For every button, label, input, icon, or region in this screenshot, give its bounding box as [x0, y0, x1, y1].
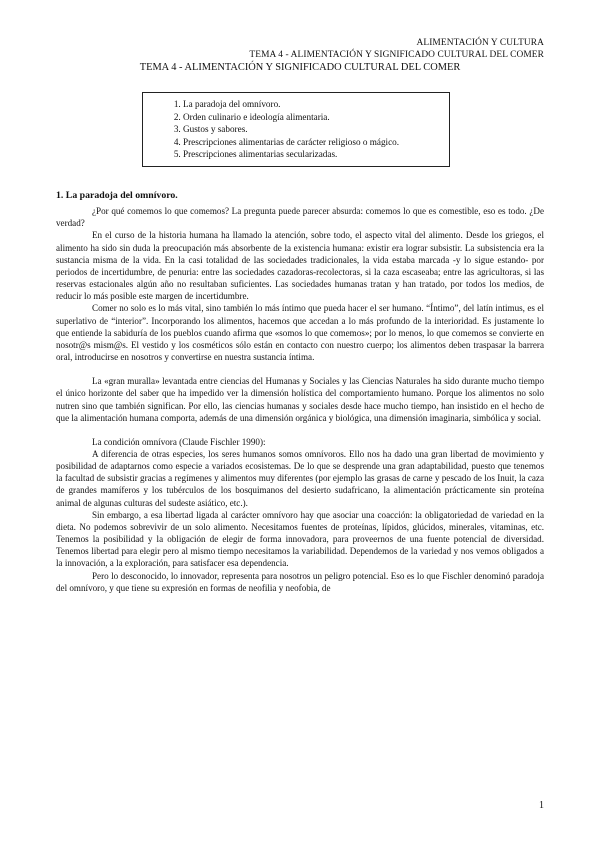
paragraph: En el curso de la historia humana ha llamado la atención, sobre todo, el aspecto vital del alimento. Desde los griegos, el alimento ha sido sin duda la preocupación más absorbente de la existencia humana: existir era lograr subsistir. La subsistencia era la sustancia misma de la vida. En la casi totalidad de las sociedades tradicionales, la vida estaba marcada -y lo sigue estando- por periodos de incertidumbre, de penuria: entre las sociedades cazadoras-recolectoras, si la caza escaseaba; entre las agricultoras, si las reservas estacionales algún año no resultaban suficientes. Las sociedades humanas tratan y han tratado, por todos los medios, de reducir lo más posible este margen de incertidumbre.: [56, 230, 544, 302]
paragraph-spacer: [56, 424, 544, 436]
section-heading: 1. La paradoja del omnívoro.: [56, 190, 178, 201]
page-number: 1: [539, 800, 544, 811]
toc-item: 1. La paradoja del omnívoro.: [183, 98, 449, 111]
paragraph: ¿Por qué comemos lo que comemos? La pregunta puede parecer absurda: comemos lo que es comestible, eso es todo. ¿De verdad?: [56, 206, 544, 229]
running-header-topic: TEMA 4 - ALIMENTACIÓN Y SIGNIFICADO CULTURAL DEL COMER: [249, 50, 544, 60]
table-of-contents: [142, 92, 450, 167]
running-header-course: ALIMENTACIÓN Y CULTURA: [416, 38, 544, 48]
toc-item: 3. Gustos y sabores.: [183, 123, 449, 136]
toc-item: 2. Orden culinario e ideología alimentaria.: [183, 111, 449, 124]
paragraph: Pero lo desconocido, lo innovador, representa para nosotros un peligro potencial. Eso es lo que Fischler denominó paradoja del omnívoro, y que tiene su expresión en formas de neofilia y neofobia, de: [56, 570, 544, 593]
page-title: TEMA 4 - ALIMENTACIÓN Y SIGNIFICADO CULTURAL DEL COMER: [139, 62, 461, 73]
paragraph: Sin embargo, a esa libertad ligada al carácter omnívoro hay que asociar una coacción: la obligatoriedad de variedad en la dieta. No podemos sobrevivir de un solo alimento. Necesitamos fuentes de proteínas, lípidos, glúcidos, minerales, vitaminas, etc. Tenemos la posibilidad y la obligación de elegir de forma innovadora, para proveernos de una fuente potencial de diversidad. Tenemos libertad para elegir pero al mismo tiempo necesitamos la variabilidad. Dependemos de la variedad y nos vemos obligados a la innovación, a la exploración, para satisfacer esa dependencia.: [56, 509, 544, 569]
paragraph-spacer: [56, 363, 544, 375]
paragraph: La «gran muralla» levantada entre ciencias del Humanas y Sociales y las Ciencias Naturales ha sido durante mucho tiempo el único horizonte del saber que ha impedido ver la dimensión holística del comportamiento humano. Porque los alimentos no solo nutren sino que también significan. Por ello, las ciencias humanas y sociales desde hace mucho tiempo, han insistido en el hecho de que la alimentación humana comporta, además de una dimensión orgánica y biológica, una dimensión imaginaria, simbólica y social.: [56, 376, 544, 423]
toc-item: 5. Prescripciones alimentarias secularizadas.: [183, 148, 449, 161]
paragraph: Comer no solo es lo más vital, sino también lo más íntimo que pueda hacer el ser humano. “Íntimo”, del latín intimus, es el superlativo de “interior”. Incorporando los alimentos, hacemos que accedan a lo más profundo de la interioridad. Es justamente lo que entiende la sabiduría de los pueblos cuando afirma que «somos lo que comemos»; por lo menos, lo que comemos se convierte en nosotr@s mism@s. El vestido y los cosméticos sólo están en contacto con nuestro cuerpo; los alimentos deben traspasar la barrera oral, introducirse en nosotros y convertirse en nuestra sustancia íntima.: [56, 303, 544, 363]
body-text: [56, 190, 544, 594]
toc-item: 4. Prescripciones alimentarias de carácter religioso o mágico.: [183, 136, 449, 149]
paragraph: A diferencia de otras especies, los seres humanos somos omnívoros. Ello nos ha dado una gran libertad de movimiento y posibilidad de adaptarnos como especie a variados ecosistemas. De lo que se desprende una gran adaptabilidad, puesto que tenemos la facultad de subsistir gracias a regímenes y alimentos muy diferentes (por ejemplo las grasas de carne y pescado de los Inuit, la caza de grandes mamíferos y los tubérculos de los bosquimanos del desierto sudafricano, la alimentación prácticamente sin proteína animal de algunas culturas del sudeste asiático, etc.).: [56, 448, 544, 508]
subheading-paragraph: La condición omnívora (Claude Fischler 1990):: [92, 436, 266, 447]
